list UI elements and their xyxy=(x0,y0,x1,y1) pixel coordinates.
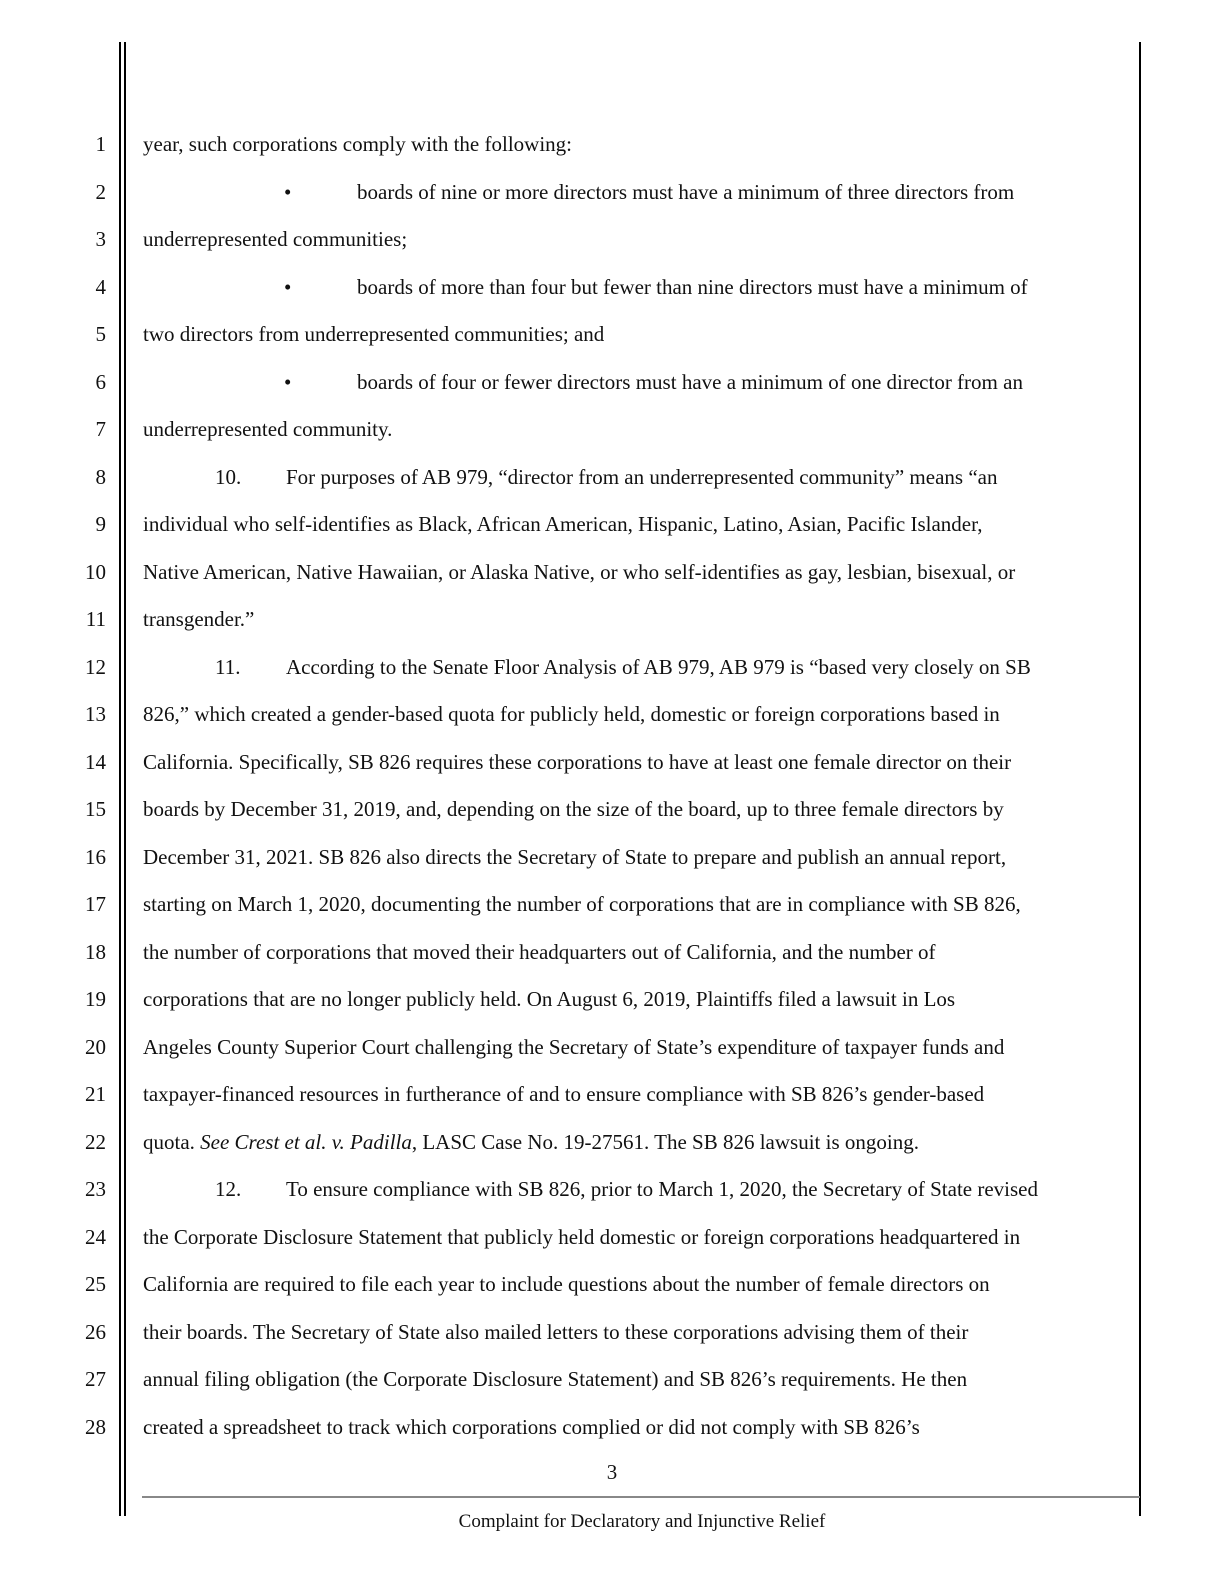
line-number: 5 xyxy=(95,322,106,346)
footer-rule xyxy=(142,1496,1140,1498)
body-text-line: boards by December 31, 2019, and, depending on the size of the board, up to three female directors by xyxy=(143,797,1004,821)
body-text-line: boards of more than four but fewer than nine directors must have a minimum of xyxy=(357,275,1028,299)
line-number: 7 xyxy=(95,417,106,441)
paragraph-number: 12. xyxy=(215,1177,242,1201)
line-number: 24 xyxy=(85,1225,106,1249)
text-segment: quota. xyxy=(143,1130,201,1154)
body-text-line: December 31, 2021. SB 826 also directs the Secretary of State to prepare and publish an annual report, xyxy=(143,845,1007,869)
left-margin-rule-inner xyxy=(124,42,126,1516)
paragraph-number: 11. xyxy=(215,655,241,679)
body-text-line: underrepresented community. xyxy=(143,417,393,441)
line-number: 11 xyxy=(85,607,106,631)
line-number: 10 xyxy=(85,560,106,584)
body-text-line: the Corporate Disclosure Statement that publicly held domestic or foreign corporations headquartered in xyxy=(143,1225,1021,1249)
body-text-line: According to the Senate Floor Analysis of AB 979, AB 979 is “based very closely on SB xyxy=(286,655,1031,679)
line-number: 18 xyxy=(85,940,106,964)
line-number: 14 xyxy=(85,750,106,774)
line-number: 25 xyxy=(85,1272,106,1296)
line-number: 20 xyxy=(85,1035,106,1059)
line-number: 17 xyxy=(85,892,106,916)
body-text-line: For purposes of AB 979, “director from an underrepresented community” means “an xyxy=(286,465,998,489)
body-text-line: starting on March 1, 2020, documenting the number of corporations that are in compliance with SB 826, xyxy=(143,892,1021,916)
line-number: 21 xyxy=(85,1082,106,1106)
line-number: 28 xyxy=(85,1415,106,1439)
page-number: 3 xyxy=(606,1460,618,1484)
body-text-line: 826,” which created a gender-based quota for publicly held, domestic or foreign corporations based in xyxy=(143,702,1000,726)
body-text-line: Angeles County Superior Court challenging the Secretary of State’s expenditure of taxpayer funds and xyxy=(143,1035,1005,1059)
line-number: 12 xyxy=(85,655,106,679)
body-text-line: two directors from underrepresented communities; and xyxy=(143,322,605,346)
body-text-line xyxy=(143,1130,919,1154)
line-number: 6 xyxy=(95,370,106,394)
line-number: 26 xyxy=(85,1320,106,1344)
body-text-line: California are required to file each year to include questions about the number of female directors on xyxy=(143,1272,990,1296)
body-text-line: Native American, Native Hawaiian, or Alaska Native, or who self-identifies as gay, lesbian, bisexual, or xyxy=(143,560,1016,584)
body-text-line: the number of corporations that moved their headquarters out of California, and the number of xyxy=(143,940,936,964)
line-number: 3 xyxy=(95,227,106,251)
body-text-line: individual who self-identifies as Black, African American, Hispanic, Latino, Asian, Pacific Islander, xyxy=(143,512,983,536)
line-number: 1 xyxy=(95,132,106,156)
body-text-line: year, such corporations comply with the following: xyxy=(143,132,572,156)
body-text-line: corporations that are no longer publicly held. On August 6, 2019, Plaintiffs filed a lawsuit in Los xyxy=(143,987,956,1011)
bullet-marker: • xyxy=(284,180,292,204)
text-segment: , LASC Case No. 19-27561. The SB 826 lawsuit is ongoing. xyxy=(411,1130,919,1154)
paragraph-number: 10. xyxy=(215,465,242,489)
body-text-line: California. Specifically, SB 826 requires these corporations to have at least one female director on their xyxy=(143,750,1012,774)
body-text-line: created a spreadsheet to track which corporations complied or did not comply with SB 826’s xyxy=(143,1415,920,1439)
line-number: 16 xyxy=(85,845,106,869)
body-text-line: their boards. The Secretary of State also mailed letters to these corporations advising them of their xyxy=(143,1320,969,1344)
body-text-line: boards of nine or more directors must have a minimum of three directors from xyxy=(357,180,1015,204)
line-number: 8 xyxy=(95,465,106,489)
line-number: 13 xyxy=(85,702,106,726)
footer-caption: Complaint for Declaratory and Injunctive Relief xyxy=(458,1511,826,1532)
body-text-line: transgender.” xyxy=(143,607,255,631)
case-citation: See Crest et al. v. Padilla xyxy=(200,1130,412,1154)
line-number: 19 xyxy=(85,987,106,1011)
body-text-line: To ensure compliance with SB 826, prior to March 1, 2020, the Secretary of State revised xyxy=(286,1177,1039,1201)
left-margin-rule-outer xyxy=(119,42,121,1516)
body-text-line: boards of four or fewer directors must have a minimum of one director from an xyxy=(357,370,1023,394)
line-number: 23 xyxy=(85,1177,106,1201)
line-number: 27 xyxy=(85,1367,106,1391)
bullet-marker: • xyxy=(284,275,292,299)
line-number: 22 xyxy=(85,1130,106,1154)
line-number: 2 xyxy=(95,180,106,204)
line-number: 15 xyxy=(85,797,106,821)
line-number: 9 xyxy=(95,512,106,536)
bullet-marker: • xyxy=(284,370,292,394)
body-text-line: annual filing obligation (the Corporate Disclosure Statement) and SB 826’s requirements. He then xyxy=(143,1367,968,1391)
right-margin-rule xyxy=(1139,42,1141,1516)
body-text-line: underrepresented communities; xyxy=(143,227,408,251)
body-text-line: taxpayer-financed resources in furtherance of and to ensure compliance with SB 826’s gender-based xyxy=(143,1082,985,1106)
line-number: 4 xyxy=(95,275,106,299)
